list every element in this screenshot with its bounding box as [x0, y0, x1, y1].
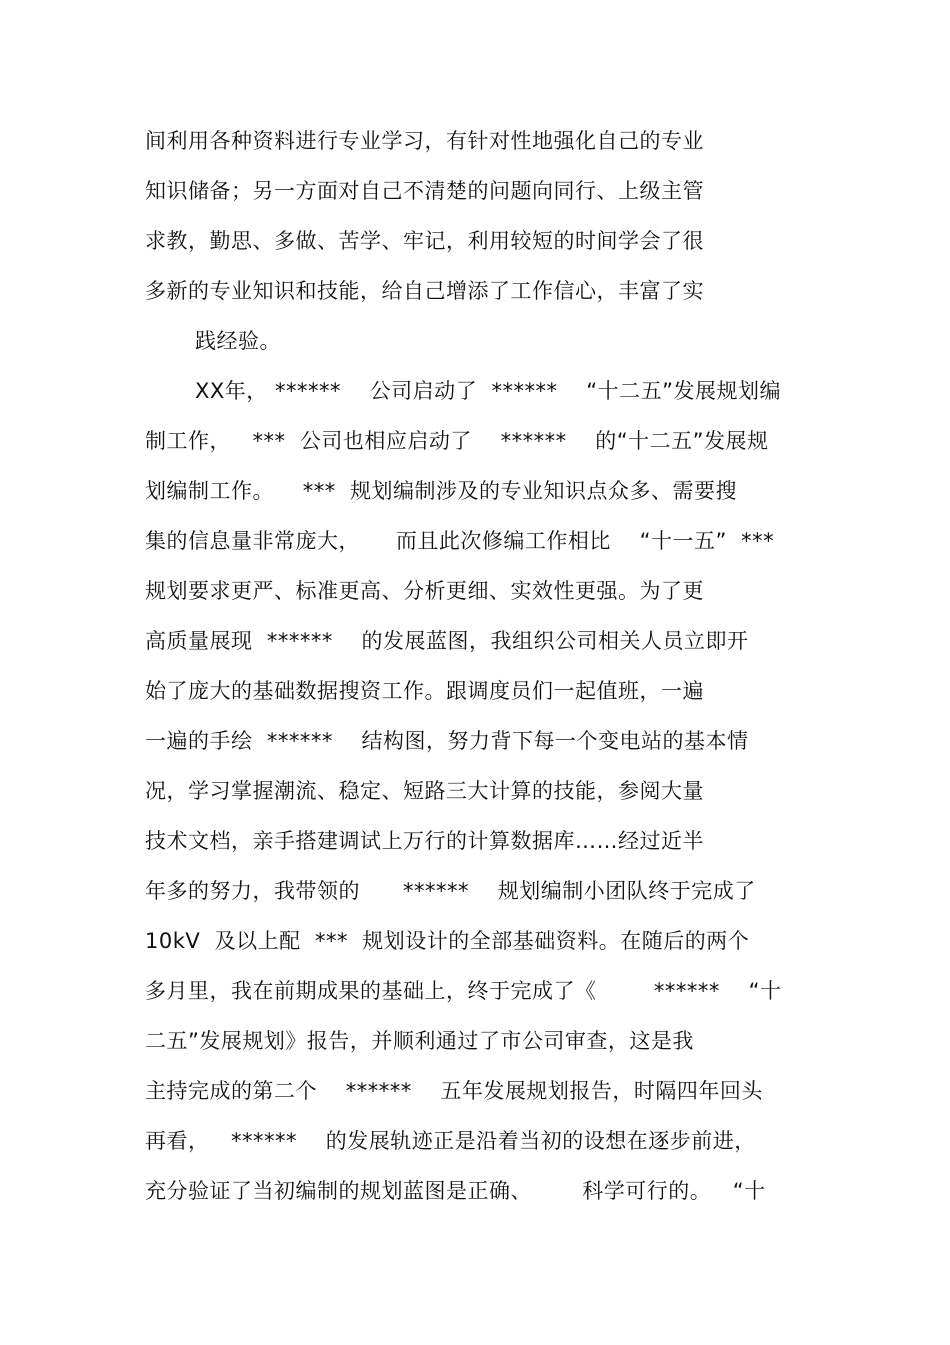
text-line: 知识储备；另一方面对自己不清楚的问题向同行、上级主管	[145, 179, 704, 203]
text-line: 高质量展现 ****** 的发展蓝图，我组织公司相关人员立即开	[145, 629, 749, 653]
text-line: 充分验证了当初编制的规划蓝图是正确、 科学可行的。 “十	[145, 1179, 766, 1203]
text-line: 主持完成的第二个 ****** 五年发展规划报告，时隔四年回头	[145, 1079, 763, 1103]
text-line: 技术文档，亲手搭建调试上万行的计算数据库……经过近半	[145, 829, 704, 853]
text-line: 况，学习掌握潮流、稳定、短路三大计算的技能，参阅大量	[145, 779, 704, 803]
text-line: 划编制工作。 *** 规划编制涉及的专业知识点众多、需要搜	[145, 479, 738, 503]
text-line: 制工作， *** 公司也相应启动了 ****** 的“十二五”发展规	[145, 429, 769, 453]
text-line: XX年， ****** 公司启动了 ****** “十二五”发展规划编	[195, 379, 781, 403]
text-line: 一遍的手绘 ****** 结构图，努力背下每一个变电站的基本情	[145, 729, 749, 753]
text-line: 多新的专业知识和技能，给自己增添了工作信心，丰富了实	[145, 279, 704, 303]
text-line: 多月里，我在前期成果的基础上，终于完成了《 ****** “十	[145, 979, 782, 1003]
text-line: 始了庞大的基础数据搜资工作。跟调度员们一起值班，一遍	[145, 679, 704, 703]
text-line: 规划要求更严、标准更高、分析更细、实效性更强。为了更	[145, 579, 704, 603]
text-line: 10kV 及以上配 *** 规划设计的全部基础资料。在随后的两个	[145, 929, 750, 953]
text-line: 间利用各种资料进行专业学习，有针对性地强化自己的专业	[145, 129, 704, 153]
text-line: 求教，勤思、多做、苦学、牢记，利用较短的时间学会了很	[145, 229, 704, 253]
text-line: 再看， ****** 的发展轨迹正是沿着当初的设想在逐步前进，	[145, 1129, 756, 1153]
text-line: 集的信息量非常庞大， 而且此次修编工作相比 “十一五” ***	[145, 529, 775, 553]
text-line: 年多的努力，我带领的 ****** 规划编制小团队终于完成了	[145, 879, 756, 903]
text-line: 二五”发展规划》报告，并顺利通过了市公司审查，这是我	[145, 1029, 694, 1053]
text-line: 践经验。	[195, 329, 281, 353]
